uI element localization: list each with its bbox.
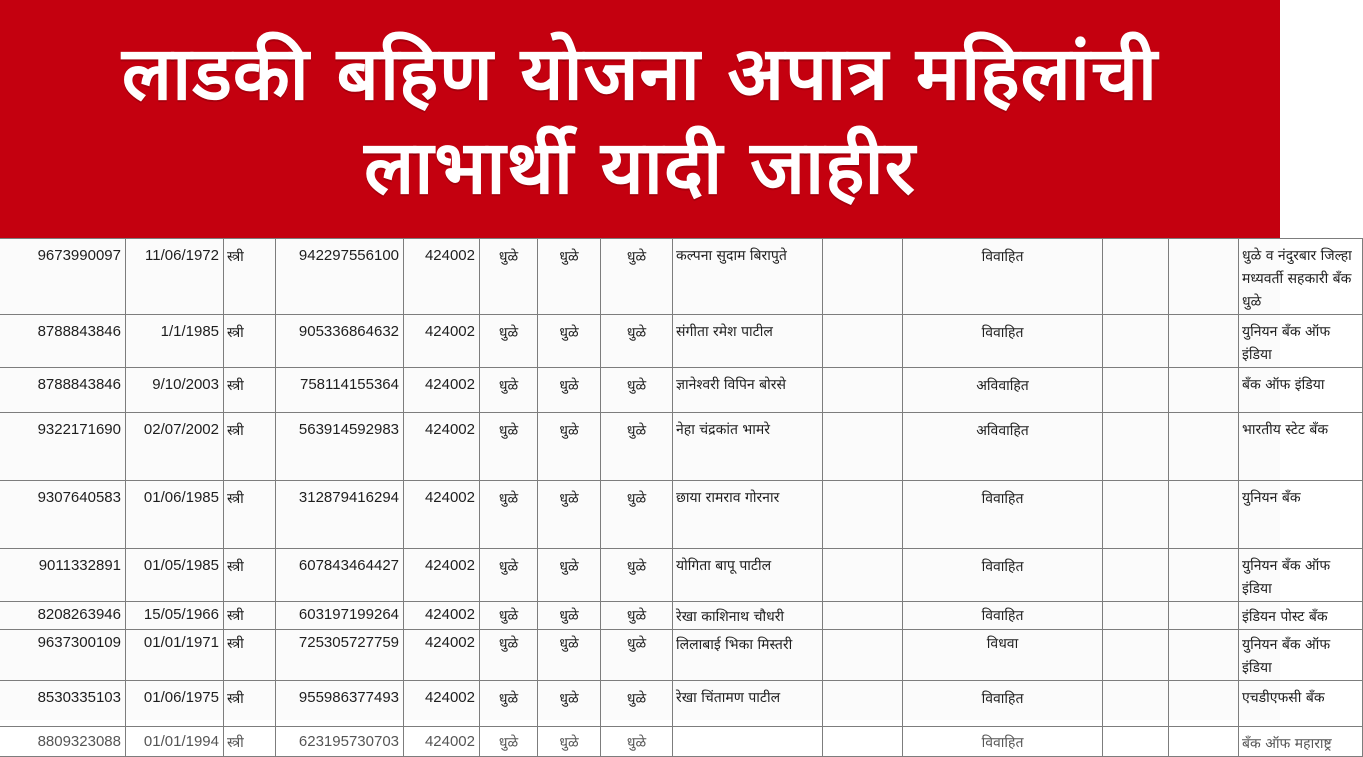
- table-row: [0, 368, 1363, 413]
- mobile-cell: 8788843846: [0, 315, 126, 368]
- district-cell: धुळे: [480, 549, 538, 602]
- dob-cell: 01/01/1994: [126, 727, 224, 757]
- bank-name-cell: इंडियन पोस्ट बँक: [1239, 602, 1363, 630]
- taluka-cell: धुळे: [538, 368, 601, 413]
- empty-cell: [1169, 315, 1239, 368]
- empty-cell: [823, 368, 903, 413]
- empty-cell: [1169, 681, 1239, 727]
- applicant-name-cell: योगिता बापू पाटील: [673, 549, 823, 602]
- aadhaar-cell: 603197199264: [276, 602, 404, 630]
- gender-cell: स्त्री: [224, 549, 276, 602]
- table-row: [0, 239, 1363, 315]
- marital-status-cell: विवाहित: [903, 549, 1103, 602]
- city-cell: धुळे: [601, 239, 673, 315]
- bank-name-cell: एचडीएफसी बँक: [1239, 681, 1363, 727]
- empty-cell: [823, 602, 903, 630]
- empty-cell: [823, 630, 903, 681]
- applicant-name-cell: संगीता रमेश पाटील: [673, 315, 823, 368]
- dob-cell: 01/01/1971: [126, 630, 224, 681]
- city-cell: धुळे: [601, 727, 673, 757]
- pincode-cell: 424002: [404, 727, 480, 757]
- applicant-name-cell: रेखा चिंतामण पाटील: [673, 681, 823, 727]
- district-cell: धुळे: [480, 630, 538, 681]
- aadhaar-cell: 955986377493: [276, 681, 404, 727]
- marital-status-cell: विवाहित: [903, 481, 1103, 549]
- city-cell: धुळे: [601, 630, 673, 681]
- applicant-name-cell: लिलाबाई भिका मिस्तरी: [673, 630, 823, 681]
- mobile-cell: 9322171690: [0, 413, 126, 481]
- city-cell: धुळे: [601, 481, 673, 549]
- marital-status-cell: अविवाहित: [903, 368, 1103, 413]
- district-cell: धुळे: [480, 681, 538, 727]
- empty-cell: [1103, 368, 1169, 413]
- taluka-cell: धुळे: [538, 239, 601, 315]
- bank-name-cell: युनियन बँक ऑफ इंडिया: [1239, 630, 1363, 681]
- table-row: [0, 549, 1363, 602]
- dob-cell: 01/06/1985: [126, 481, 224, 549]
- taluka-cell: धुळे: [538, 681, 601, 727]
- taluka-cell: धुळे: [538, 413, 601, 481]
- district-cell: धुळे: [480, 481, 538, 549]
- empty-cell: [823, 549, 903, 602]
- table-row: [0, 602, 1363, 630]
- applicant-name-cell: नेहा चंद्रकांत भामरे: [673, 413, 823, 481]
- aadhaar-cell: 758114155364: [276, 368, 404, 413]
- aadhaar-cell: 905336864632: [276, 315, 404, 368]
- empty-cell: [1103, 602, 1169, 630]
- district-cell: धुळे: [480, 413, 538, 481]
- gender-cell: स्त्री: [224, 481, 276, 549]
- marital-status-cell: विवाहित: [903, 681, 1103, 727]
- pincode-cell: 424002: [404, 481, 480, 549]
- empty-cell: [823, 239, 903, 315]
- empty-cell: [1169, 481, 1239, 549]
- marital-status-cell: विवाहित: [903, 239, 1103, 315]
- empty-cell: [1169, 413, 1239, 481]
- table-row: [0, 630, 1363, 681]
- empty-cell: [1103, 630, 1169, 681]
- empty-cell: [1103, 481, 1169, 549]
- bank-name-cell: धुळे व नंदुरबार जिल्हा मध्यवर्ती सहकारी बँक धुळे: [1239, 239, 1363, 315]
- gender-cell: स्त्री: [224, 681, 276, 727]
- empty-cell: [823, 413, 903, 481]
- empty-cell: [823, 727, 903, 757]
- headline-line-1: लाडकी बहिण योजना अपात्र महिलांची: [121, 31, 1159, 117]
- gender-cell: स्त्री: [224, 602, 276, 630]
- marital-status-cell: विवाहित: [903, 315, 1103, 368]
- pincode-cell: 424002: [404, 681, 480, 727]
- mobile-cell: 8530335103: [0, 681, 126, 727]
- applicant-name-cell: कल्पना सुदाम बिरापुते: [673, 239, 823, 315]
- taluka-cell: धुळे: [538, 602, 601, 630]
- gender-cell: स्त्री: [224, 630, 276, 681]
- aadhaar-cell: 312879416294: [276, 481, 404, 549]
- dob-cell: 11/06/1972: [126, 239, 224, 315]
- bank-name-cell: युनियन बँक ऑफ इंडिया: [1239, 315, 1363, 368]
- aadhaar-cell: 725305727759: [276, 630, 404, 681]
- marital-status-cell: अविवाहित: [903, 413, 1103, 481]
- table-row: [0, 727, 1363, 757]
- empty-cell: [1103, 413, 1169, 481]
- marital-status-cell: विवाहित: [903, 727, 1103, 757]
- taluka-cell: धुळे: [538, 727, 601, 757]
- mobile-cell: 8208263946: [0, 602, 126, 630]
- district-cell: धुळे: [480, 239, 538, 315]
- table-row: [0, 681, 1363, 727]
- dob-cell: 01/05/1985: [126, 549, 224, 602]
- city-cell: धुळे: [601, 368, 673, 413]
- gender-cell: स्त्री: [224, 368, 276, 413]
- marital-status-cell: विधवा: [903, 630, 1103, 681]
- applicant-name-cell: ज्ञानेश्वरी विपिन बोरसे: [673, 368, 823, 413]
- headline-line-2: लाभार्थी यादी जाहीर: [364, 125, 916, 211]
- mobile-cell: 8809323088: [0, 727, 126, 757]
- bank-name-cell: युनियन बँक: [1239, 481, 1363, 549]
- empty-cell: [1103, 239, 1169, 315]
- empty-cell: [1103, 315, 1169, 368]
- city-cell: धुळे: [601, 602, 673, 630]
- pincode-cell: 424002: [404, 549, 480, 602]
- city-cell: धुळे: [601, 413, 673, 481]
- mobile-cell: 8788843846: [0, 368, 126, 413]
- pincode-cell: 424002: [404, 368, 480, 413]
- aadhaar-cell: 623195730703: [276, 727, 404, 757]
- bank-name-cell: बँक ऑफ इंडिया: [1239, 368, 1363, 413]
- taluka-cell: धुळे: [538, 481, 601, 549]
- empty-cell: [1103, 681, 1169, 727]
- district-cell: धुळे: [480, 727, 538, 757]
- gender-cell: स्त्री: [224, 239, 276, 315]
- applicant-name-cell: रेखा काशिनाथ चौधरी: [673, 602, 823, 630]
- empty-cell: [1103, 727, 1169, 757]
- marital-status-cell: विवाहित: [903, 602, 1103, 630]
- pincode-cell: 424002: [404, 239, 480, 315]
- taluka-cell: धुळे: [538, 315, 601, 368]
- dob-cell: 02/07/2002: [126, 413, 224, 481]
- pincode-cell: 424002: [404, 630, 480, 681]
- district-cell: धुळे: [480, 602, 538, 630]
- taluka-cell: धुळे: [538, 630, 601, 681]
- bank-name-cell: भारतीय स्टेट बँक: [1239, 413, 1363, 481]
- mobile-cell: 9011332891: [0, 549, 126, 602]
- aadhaar-cell: 607843464427: [276, 549, 404, 602]
- table-row: [0, 413, 1363, 481]
- dob-cell: 1/1/1985: [126, 315, 224, 368]
- mobile-cell: 9673990097: [0, 239, 126, 315]
- empty-cell: [1169, 549, 1239, 602]
- beneficiary-table: [0, 238, 1363, 757]
- city-cell: धुळे: [601, 681, 673, 727]
- empty-cell: [1169, 727, 1239, 757]
- empty-cell: [823, 315, 903, 368]
- table-row: [0, 481, 1363, 549]
- bank-name-cell: बँक ऑफ महाराष्ट्र: [1239, 727, 1363, 757]
- taluka-cell: धुळे: [538, 549, 601, 602]
- empty-cell: [823, 681, 903, 727]
- mobile-cell: 9307640583: [0, 481, 126, 549]
- gender-cell: स्त्री: [224, 315, 276, 368]
- district-cell: धुळे: [480, 368, 538, 413]
- pincode-cell: 424002: [404, 315, 480, 368]
- bank-name-cell: युनियन बँक ऑफ इंडिया: [1239, 549, 1363, 602]
- district-cell: धुळे: [480, 315, 538, 368]
- empty-cell: [1169, 368, 1239, 413]
- empty-cell: [1169, 239, 1239, 315]
- pincode-cell: 424002: [404, 413, 480, 481]
- applicant-name-cell: छाया रामराव गोरनार: [673, 481, 823, 549]
- city-cell: धुळे: [601, 549, 673, 602]
- empty-cell: [1103, 549, 1169, 602]
- dob-cell: 9/10/2003: [126, 368, 224, 413]
- empty-cell: [823, 481, 903, 549]
- pincode-cell: 424002: [404, 602, 480, 630]
- gender-cell: स्त्री: [224, 727, 276, 757]
- empty-cell: [1169, 602, 1239, 630]
- dob-cell: 01/06/1975: [126, 681, 224, 727]
- dob-cell: 15/05/1966: [126, 602, 224, 630]
- city-cell: धुळे: [601, 315, 673, 368]
- empty-cell: [1169, 630, 1239, 681]
- mobile-cell: 9637300109: [0, 630, 126, 681]
- table-row: [0, 315, 1363, 368]
- headline-banner: [0, 0, 1280, 238]
- gender-cell: स्त्री: [224, 413, 276, 481]
- beneficiary-list-scan: [0, 238, 1352, 752]
- applicant-name-cell: [673, 727, 823, 757]
- aadhaar-cell: 563914592983: [276, 413, 404, 481]
- aadhaar-cell: 942297556100: [276, 239, 404, 315]
